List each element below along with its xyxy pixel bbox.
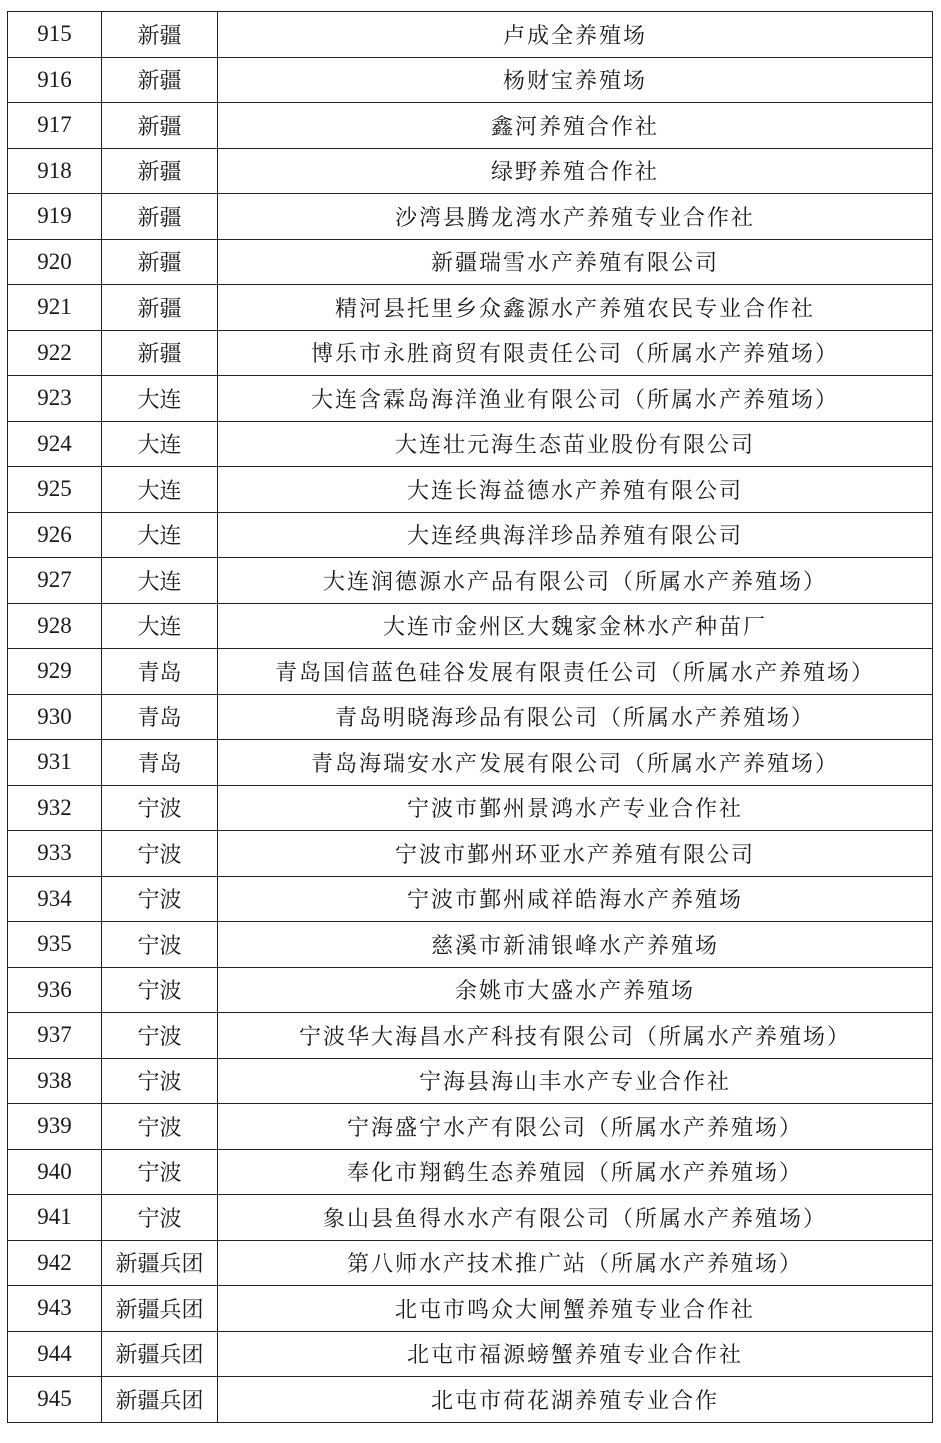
- row-number: 916: [8, 57, 102, 103]
- row-farm-name: 第八师水产技术推广站（所属水产养殖场）: [218, 1240, 933, 1286]
- table-row: [8, 1377, 933, 1423]
- row-number: 943: [8, 1286, 102, 1332]
- row-number: 924: [8, 421, 102, 467]
- row-number: 921: [8, 285, 102, 331]
- row-region: 宁波: [102, 831, 218, 877]
- row-region: 大连: [102, 512, 218, 558]
- row-region: 宁波: [102, 785, 218, 831]
- row-region: 大连: [102, 558, 218, 604]
- table-row: [8, 1013, 933, 1059]
- row-number: 938: [8, 1058, 102, 1104]
- row-region: 青岛: [102, 694, 218, 740]
- row-region: 宁波: [102, 1058, 218, 1104]
- table-row: [8, 194, 933, 240]
- table-row: [8, 57, 933, 103]
- row-farm-name: 杨财宝养殖场: [218, 57, 933, 103]
- row-number: 937: [8, 1013, 102, 1059]
- row-number: 920: [8, 239, 102, 285]
- row-number: 926: [8, 512, 102, 558]
- table-row: [8, 694, 933, 740]
- row-farm-name: 大连长海益德水产养殖有限公司: [218, 467, 933, 513]
- table-row: [8, 1286, 933, 1332]
- table-body: [8, 12, 933, 1423]
- row-region: 大连: [102, 376, 218, 422]
- row-farm-name: 大连经典海洋珍品养殖有限公司: [218, 512, 933, 558]
- row-region: 新疆: [102, 12, 218, 58]
- table-row: [8, 421, 933, 467]
- table-row: [8, 285, 933, 331]
- row-region: 青岛: [102, 740, 218, 786]
- row-farm-name: 余姚市大盛水产养殖场: [218, 967, 933, 1013]
- table-row: [8, 1240, 933, 1286]
- row-region: 新疆: [102, 194, 218, 240]
- row-region: 宁波: [102, 1149, 218, 1195]
- table-row: [8, 467, 933, 513]
- row-farm-name: 青岛国信蓝色硅谷发展有限责任公司（所属水产养殖场）: [218, 649, 933, 695]
- farm-list-table: [7, 11, 933, 1423]
- row-farm-name: 博乐市永胜商贸有限责任公司（所属水产养殖场）: [218, 330, 933, 376]
- row-number: 932: [8, 785, 102, 831]
- row-number: 940: [8, 1149, 102, 1195]
- row-farm-name: 沙湾县腾龙湾水产养殖专业合作社: [218, 194, 933, 240]
- row-region: 大连: [102, 603, 218, 649]
- row-farm-name: 宁波市鄞州景鸿水产专业合作社: [218, 785, 933, 831]
- row-farm-name: 北屯市福源螃蟹养殖专业合作社: [218, 1331, 933, 1377]
- table-row: [8, 785, 933, 831]
- row-region: 新疆: [102, 103, 218, 149]
- row-region: 宁波: [102, 967, 218, 1013]
- row-region: 宁波: [102, 1195, 218, 1241]
- row-farm-name: 宁波市鄞州咸祥皓海水产养殖场: [218, 876, 933, 922]
- row-region: 新疆兵团: [102, 1286, 218, 1332]
- row-number: 930: [8, 694, 102, 740]
- table-row: [8, 922, 933, 968]
- row-number: 942: [8, 1240, 102, 1286]
- table-row: [8, 512, 933, 558]
- row-farm-name: 北屯市荷花湖养殖专业合作: [218, 1377, 933, 1423]
- table-row: [8, 1104, 933, 1150]
- row-farm-name: 大连含霖岛海洋渔业有限公司（所属水产养殖场）: [218, 376, 933, 422]
- table-row: [8, 1331, 933, 1377]
- table-row: [8, 330, 933, 376]
- row-region: 新疆: [102, 330, 218, 376]
- table-row: [8, 376, 933, 422]
- row-farm-name: 奉化市翔鹤生态养殖园（所属水产养殖场）: [218, 1149, 933, 1195]
- row-number: 936: [8, 967, 102, 1013]
- table-row: [8, 740, 933, 786]
- row-region: 宁波: [102, 1104, 218, 1150]
- row-farm-name: 精河县托里乡众鑫源水产养殖农民专业合作社: [218, 285, 933, 331]
- row-farm-name: 宁波市鄞州环亚水产养殖有限公司: [218, 831, 933, 877]
- row-farm-name: 青岛海瑞安水产发展有限公司（所属水产养殖场）: [218, 740, 933, 786]
- row-number: 933: [8, 831, 102, 877]
- row-number: 929: [8, 649, 102, 695]
- table-row: [8, 1195, 933, 1241]
- table-row: [8, 967, 933, 1013]
- row-farm-name: 卢成全养殖场: [218, 12, 933, 58]
- row-number: 922: [8, 330, 102, 376]
- row-farm-name: 慈溪市新浦银峰水产养殖场: [218, 922, 933, 968]
- row-farm-name: 大连市金州区大魏家金林水产种苗厂: [218, 603, 933, 649]
- row-region: 大连: [102, 421, 218, 467]
- row-farm-name: 大连润德源水产品有限公司（所属水产养殖场）: [218, 558, 933, 604]
- row-number: 923: [8, 376, 102, 422]
- table-row: [8, 876, 933, 922]
- row-farm-name: 宁海县海山丰水产专业合作社: [218, 1058, 933, 1104]
- row-region: 新疆: [102, 239, 218, 285]
- table-row: [8, 649, 933, 695]
- row-farm-name: 青岛明晓海珍品有限公司（所属水产养殖场）: [218, 694, 933, 740]
- table-row: [8, 603, 933, 649]
- table-row: [8, 12, 933, 58]
- table-row: [8, 1149, 933, 1195]
- row-number: 931: [8, 740, 102, 786]
- table-row: [8, 239, 933, 285]
- row-number: 939: [8, 1104, 102, 1150]
- table-row: [8, 103, 933, 149]
- row-region: 宁波: [102, 876, 218, 922]
- row-region: 新疆兵团: [102, 1331, 218, 1377]
- row-farm-name: 象山县鱼得水水产有限公司（所属水产养殖场）: [218, 1195, 933, 1241]
- row-number: 941: [8, 1195, 102, 1241]
- row-number: 935: [8, 922, 102, 968]
- row-region: 新疆: [102, 57, 218, 103]
- row-region: 新疆: [102, 148, 218, 194]
- row-number: 928: [8, 603, 102, 649]
- row-region: 青岛: [102, 649, 218, 695]
- row-number: 919: [8, 194, 102, 240]
- row-number: 917: [8, 103, 102, 149]
- row-farm-name: 北屯市鸣众大闸蟹养殖专业合作社: [218, 1286, 933, 1332]
- row-region: 新疆兵团: [102, 1377, 218, 1423]
- row-region: 宁波: [102, 1013, 218, 1059]
- row-number: 944: [8, 1331, 102, 1377]
- row-farm-name: 宁海盛宁水产有限公司（所属水产养殖场）: [218, 1104, 933, 1150]
- row-number: 925: [8, 467, 102, 513]
- row-number: 945: [8, 1377, 102, 1423]
- row-region: 大连: [102, 467, 218, 513]
- row-number: 918: [8, 148, 102, 194]
- row-number: 934: [8, 876, 102, 922]
- row-region: 新疆兵团: [102, 1240, 218, 1286]
- row-farm-name: 新疆瑞雪水产养殖有限公司: [218, 239, 933, 285]
- row-farm-name: 鑫河养殖合作社: [218, 103, 933, 149]
- row-number: 927: [8, 558, 102, 604]
- table-row: [8, 148, 933, 194]
- row-farm-name: 绿野养殖合作社: [218, 148, 933, 194]
- table-row: [8, 1058, 933, 1104]
- row-farm-name: 宁波华大海昌水产科技有限公司（所属水产养殖场）: [218, 1013, 933, 1059]
- row-number: 915: [8, 12, 102, 58]
- row-region: 新疆: [102, 285, 218, 331]
- table-row: [8, 831, 933, 877]
- row-region: 宁波: [102, 922, 218, 968]
- table-row: [8, 558, 933, 604]
- row-farm-name: 大连壮元海生态苗业股份有限公司: [218, 421, 933, 467]
